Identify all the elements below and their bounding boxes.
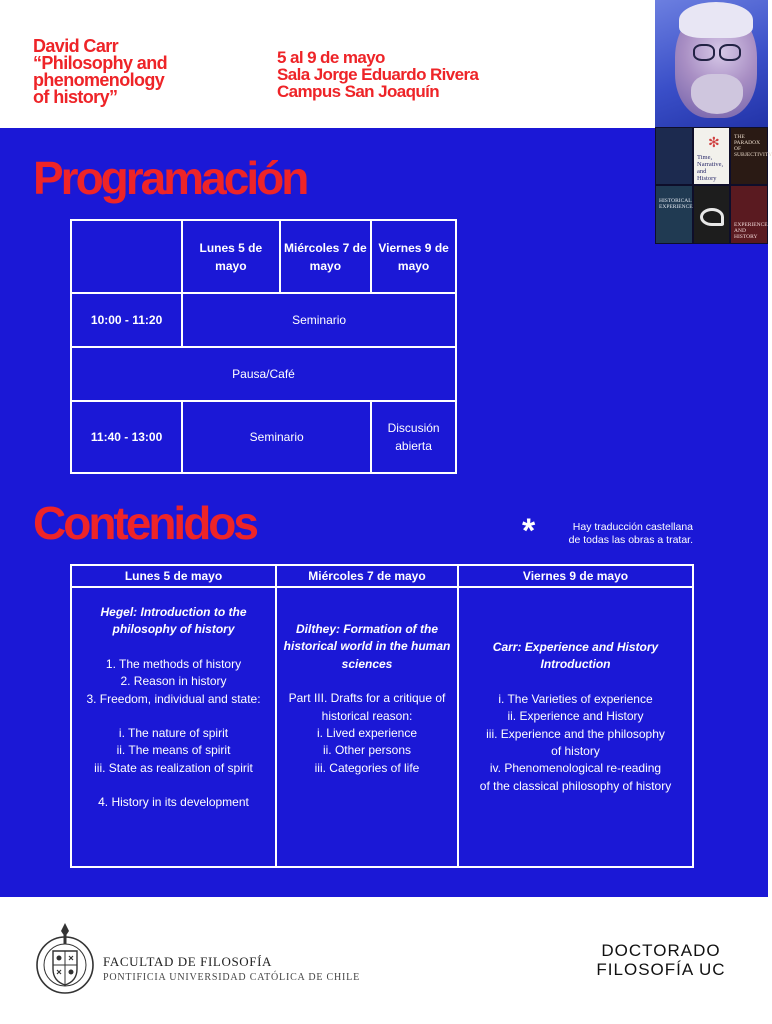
book-title: HISTORICAL EXPERIENCE	[659, 198, 693, 210]
book-title: THE PARADOX OF SUBJECTIVITY	[734, 134, 772, 158]
carr-title	[459, 639, 692, 674]
book-title: Time, Narrative, and History	[697, 154, 724, 182]
book-cover	[655, 185, 693, 244]
title-line: Introduction	[540, 657, 611, 672]
break-row: Pausa/Café	[71, 347, 456, 401]
photo-collage	[655, 0, 772, 244]
doctorado-line: FILOSOFÍA UC	[596, 960, 726, 979]
book-cover	[693, 127, 730, 185]
header-friday: Viernes 9 de mayo	[371, 220, 456, 293]
list-item: ii. The means of spirit	[116, 743, 231, 758]
note-line: de todas las obras a tratar.	[568, 534, 693, 546]
list-item: iv. Phenomenological re-reading	[489, 761, 662, 776]
glasses-icon	[693, 44, 715, 61]
title-line: Dilthey: Formation of the	[296, 622, 438, 636]
title-line: philosophy of history	[112, 622, 235, 637]
university-seal-icon	[34, 919, 96, 999]
time-slot-1: 10:00 - 11:20	[71, 293, 182, 347]
activity-seminario-2: Seminario	[182, 401, 371, 473]
list-item: i. Lived experience	[316, 726, 418, 741]
list-item: historical reason:	[321, 708, 413, 723]
book-covers	[655, 127, 772, 244]
event-info	[277, 49, 478, 100]
faculty-name: FACULTAD DE FILOSOFÍA	[103, 954, 273, 969]
book-cover	[730, 127, 772, 185]
table-row	[71, 401, 456, 473]
header-monday: Lunes 5 de mayo	[71, 565, 276, 587]
book-cover	[693, 185, 730, 244]
programacion-heading: Programación	[33, 152, 307, 204]
list-item: i. The nature of spirit	[118, 726, 229, 741]
title-line: Carr: Experience and History	[492, 640, 659, 654]
list-item: ii. Experience and History	[507, 709, 644, 724]
book-title: EXPERIENCE AND HISTORY	[734, 222, 768, 240]
hegel-title	[72, 604, 275, 639]
book-cover	[655, 127, 693, 185]
list-item: iii. Experience and the philosophy	[486, 726, 665, 741]
table-row	[71, 293, 456, 347]
header-friday: Viernes 9 de mayo	[458, 565, 693, 587]
note-line: Hay traducción castellana	[572, 521, 693, 533]
dilthey-title	[277, 621, 457, 673]
spacer	[72, 777, 275, 794]
list-item: of history	[551, 744, 600, 759]
monday-contents	[71, 587, 276, 867]
university-name: PONTIFICIA UNIVERSIDAD CATÓLICA DE CHILE	[103, 972, 360, 983]
friday-contents	[458, 587, 693, 867]
list-item: of the classical philosophy of history	[479, 778, 672, 793]
title-line: “Philosophy and	[33, 53, 168, 73]
header-wednesday: Miércoles 7 de mayo	[280, 220, 372, 293]
title-line: sciences	[341, 656, 393, 671]
list-item: ii. Other persons	[322, 743, 412, 758]
table-row	[71, 565, 693, 587]
header-monday: Lunes 5 de mayo	[182, 220, 279, 293]
header	[0, 0, 768, 128]
list-item: 4. History in its development	[98, 795, 249, 810]
title-line: phenomenology	[33, 70, 165, 90]
title-line: David Carr	[33, 36, 119, 56]
empty-cell	[71, 220, 182, 293]
time-slot-2: 11:40 - 13:00	[71, 401, 182, 473]
list-item: Part III. Drafts for a critique of	[288, 691, 446, 706]
swirl-icon	[700, 208, 724, 226]
doctorado-logo	[590, 941, 732, 979]
event-title	[33, 38, 167, 106]
contenidos-heading: Contenidos	[33, 497, 256, 549]
translation-note	[553, 521, 693, 547]
event-dates: 5 al 9 de mayo	[277, 48, 385, 67]
list-item: 2. Reason in history	[120, 674, 227, 689]
list-item: 3. Freedom, individual and state:	[86, 691, 261, 706]
glasses-icon	[719, 44, 741, 61]
spacer	[277, 673, 457, 690]
table-row	[71, 347, 456, 401]
event-campus: Campus San Joaquín	[277, 82, 440, 101]
doctorado-line: DOCTORADO	[601, 941, 721, 960]
flower-icon: ✻	[708, 134, 720, 150]
header-wednesday: Miércoles 7 de mayo	[276, 565, 458, 587]
schedule-table	[70, 219, 457, 474]
title-line: Hegel: Introduction to the	[100, 605, 247, 619]
list-item: iii. State as realization of spirit	[94, 760, 253, 775]
wednesday-contents	[276, 587, 458, 867]
event-room: Sala Jorge Eduardo Rivera	[277, 65, 479, 84]
spacer	[459, 674, 692, 691]
activity-seminario-1: Seminario	[182, 293, 456, 347]
spacer	[72, 708, 275, 725]
title-line: of history”	[33, 87, 118, 107]
table-row	[71, 220, 456, 293]
asterisk-icon: *	[522, 512, 536, 550]
list-item: 1. The methods of history	[105, 656, 242, 671]
book-cover	[730, 185, 768, 244]
list-item: iii. Categories of life	[314, 760, 420, 775]
speaker-portrait	[655, 0, 768, 127]
hair-shape	[679, 2, 753, 38]
table-row	[71, 587, 693, 867]
activity-discussion: Discusión abierta	[371, 401, 456, 473]
list-item: i. The Varieties of experience	[498, 691, 653, 706]
contents-table	[70, 564, 694, 868]
beard-shape	[691, 74, 743, 114]
title-line: historical world in the human	[283, 639, 451, 654]
spacer	[72, 639, 275, 656]
